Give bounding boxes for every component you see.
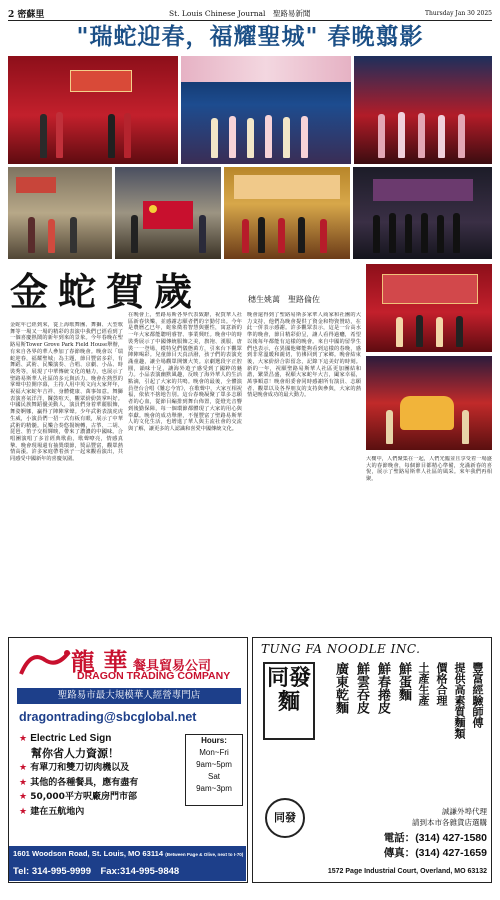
article-column-3: 晚會還得到了聖路易斯多家華人商家和社團的大力支持，他們為晚會提供了資金和物資贊助，在此一併表示感謝。許多觀眾表示，這是一台高水準的晚會，節目精彩紛呈，讓人看得過癮，希望以後每年都能有這樣的晚會。來自中國的留學生們也表示，在異國他鄉能夠看到這樣的春晚，感到非常溫暖和親切，彷彿回到了家鄉。晚會結束後，大家紛紛合影留念，記錄下這美好的時刻。新的一年，祝願聖路易斯華人社區更加團結和諧，繁榮昌盛，祝願大家蛇年大吉，闔家幸福，萬事順意！晚會組委會同時感謝所有演員、志願者、觀眾以及各界朋友的支持與參與，大家的熱情是晚會成功的最大動力。 — [247, 312, 361, 399]
tungfa-wholesale: 誠謙外埠代理 — [442, 807, 487, 816]
tungfa-line-2: 提供高素質麵類 — [453, 662, 466, 739]
tungfa-phone: (314) 427-1580 — [415, 832, 487, 844]
dragon-address-bar — [9, 846, 246, 881]
article-column-4: 大樓中，人們聚集在一起，人們光臨並且享受着一場盛大的春節晚會，每個節目都精心準備，充滿新春的喜悅，展示了聖路易斯華人社區的風采。來年我們再相聚。 — [366, 456, 492, 483]
star-icon: ★ — [19, 806, 28, 817]
dragon-item-1: Electric Led Sign — [30, 733, 112, 744]
dragon-item-4: 50,000平方呎廠房門市部 — [30, 792, 137, 802]
tungfa-seal-text: 同發 — [274, 811, 296, 824]
hours-time-1: 9am~5pm — [196, 760, 232, 769]
dragon-phone: Tel: 314-995-9999 Fax:314-995-9848 — [13, 866, 180, 877]
dragon-item-1-sub: 幫你省人力資源！ — [31, 746, 119, 760]
dragon-hours-box — [185, 734, 243, 806]
photo-hosts — [8, 56, 178, 164]
hours-title: Hours: — [201, 736, 227, 745]
tungfa-contact-note: 請到本市各雜貨店選購 — [412, 818, 487, 827]
tungfa-vertical-text — [323, 662, 485, 802]
tungfa-line-8: 廣東乾麵 — [333, 662, 348, 714]
tungfa-line-6: 鮮春捲皮 — [375, 662, 390, 714]
tungfa-seal — [265, 798, 305, 838]
dragon-email[interactable]: dragontrading@sbcglobal.net — [19, 710, 197, 724]
hours-days-2: Sat — [207, 772, 220, 781]
tungfa-line-4: 土產生產 — [417, 662, 430, 706]
section-name: 密蘇里 — [17, 9, 45, 20]
tungfa-noodle-ad — [252, 637, 492, 883]
article-title: 金蛇賀歲 — [10, 269, 203, 314]
star-icon: ★ — [19, 763, 28, 773]
dragon-item-2: 有單刀和雙刀切肉機以及 — [30, 763, 130, 773]
tungfa-line-3: 價格合理 — [435, 662, 448, 706]
article-column-2: 在晚會上，聖路易斯各界代表致辭，祝賀華人社區新春快樂，並感謝志願者們的辛勤付出。今年是農曆乙巳年，蛇象徵着智慧與靈性，寓意新的一年大家都能聰明睿智、事業興旺。晚會中的時裝秀展示了中國傳統服飾之美，旗袍、漢服、唐裝一一登場，模特兒們儀態萬方，引來台下觀眾陣陣喝彩。兒童節目天真活潑，孩子們的表演充滿童趣，讓全場觀眾開懷大笑。京劇選段字正腔圓，韻味十足，讓海外遊子感受到了國粹的魅力。小品表演幽默風趣，反映了海外華人的生活點滴，引起了大家的共鳴。晚會的最後，全體演員登台合唱《難忘今宵》，在歌聲中，大家互相祝福，依依不捨地告別。這台春晚凝聚了眾多志願者的心血，從節目編排到舞台佈置，從燈光音響到後勤保障，每一個環節都體現了大家的用心與奉獻。晚會的成功舉辦，不僅豐富了聖路易斯華人的文化生活，也增進了華人與主流社會的交流與了解，讓更多的人認識和喜愛中國傳統文化。 — [128, 312, 242, 432]
tungfa-line-1: 豐富經驗師傅 — [471, 662, 484, 728]
dragon-slogan: 聖路易市最大規模華人經營專門店 — [17, 688, 241, 704]
star-icon: ★ — [19, 792, 28, 802]
dragon-logo — [17, 644, 73, 684]
star-icon: ★ — [19, 777, 28, 788]
dragon-name-en: DRAGON TRADING COMPANY — [77, 670, 231, 682]
photo-choir — [353, 167, 492, 259]
tungfa-logo — [263, 662, 315, 740]
photo-flag-table — [115, 167, 221, 259]
tungfa-fax: (314) 427-1659 — [415, 847, 487, 859]
tungfa-name-en: TUNG FA NOODLE INC. — [261, 642, 421, 656]
tungfa-fax-label: 傳真： — [383, 847, 416, 859]
issue-date: Thursday Jan 30 2025 — [425, 9, 492, 17]
photo-dancers — [181, 56, 351, 164]
photo-performers — [354, 56, 492, 164]
dragon-item-5: 建在五航地內 — [30, 806, 85, 817]
photo-lion-dance — [366, 356, 492, 450]
tungfa-address: 1572 Page Industrial Court, Overland, MO 63132 — [327, 868, 487, 875]
dragon-name-zh: 龍 華 — [71, 647, 128, 676]
hours-time-2: 9am~3pm — [196, 784, 232, 793]
photo-gala-stage — [224, 167, 350, 259]
masthead — [8, 6, 492, 21]
hours-days-1: Mon~Fri — [199, 748, 229, 757]
publication-name: St. Louis Chinese Journal 聖路易新聞 — [169, 8, 311, 18]
tungfa-line-5: 鮮蛋麵 — [396, 662, 411, 701]
page-headline: "瑞蛇迎春，福耀聖城" 春晚翦影 — [76, 23, 424, 50]
dragon-item-3: 其他的各種餐具，應有盡有 — [30, 777, 139, 788]
tungfa-line-7: 鮮雲吞皮 — [354, 662, 369, 714]
article-byline: 穗生姚萬 聖路倫佐 — [248, 295, 320, 304]
page-number: 2 — [8, 9, 15, 20]
dragon-name-zh-rest: 餐具貿易公司 — [132, 659, 211, 674]
article-column-1: 金蛇年已經到來，從上海歌舞團、舞獅、大型歌舞等一場又一場的精彩的表演中我們已經看到了一個喜慶熱鬧的新年到來的景象。今年春晚在聖路易斯Tower Grove Park Field House舉辦，有來自各界的華人參加了春節晚會。晚會以「瑞蛇迎春，福耀聖城」為主題，節目豐富多彩，有舞蹈、武術、民樂演奏、合唱、京劇、小品、時裝秀等，展現了中華傳統文化的魅力，也展示了聖路易斯華人社區的多元與活力。晚會在熱烈的掌聲中拉開序幕，主持人用中英文向大家拜年，祝福大家蛇年吉祥、身體健康、萬事如意。舞獅表演喜氣洋洋，鑼鼓喧天，觀眾紛紛鼓掌叫好。中國民族舞蹈優美動人，演員們身着華麗服飾，舞姿婀娜，贏得了陣陣掌聲。少年武術表演虎虎生威，小演員們一招一式有板有眼，展示了中華武術的精髓。民樂合奏悠揚婉轉，古箏、二胡、琵琶、笛子交相輝映，帶來了濃濃的中國味。合唱團演唱了多首經典歌曲，歌聲嘹亮，情感真摯。晚會現場還有抽獎環節，獎品豐富，觀眾熱情高漲。許多家庭帶着孩子一起來觀看演出，共同感受中國新年的喜慶氛圍。 — [10, 322, 123, 463]
dragon-address-note: (Between Page & Olive, next to I-70) — [165, 852, 244, 857]
photo-audience-booth — [8, 167, 112, 259]
tungfa-logo-chars: 同發麵 — [266, 665, 311, 715]
dragon-address: 1601 Woodson Road, St. Louis, MO 63114 — [13, 849, 164, 858]
dragon-trading-ad — [8, 637, 248, 883]
photo-stage-wide — [366, 264, 492, 352]
star-icon: ★ — [19, 734, 28, 744]
dragon-items — [19, 732, 181, 842]
tungfa-phone-label: 電話： — [383, 832, 416, 844]
